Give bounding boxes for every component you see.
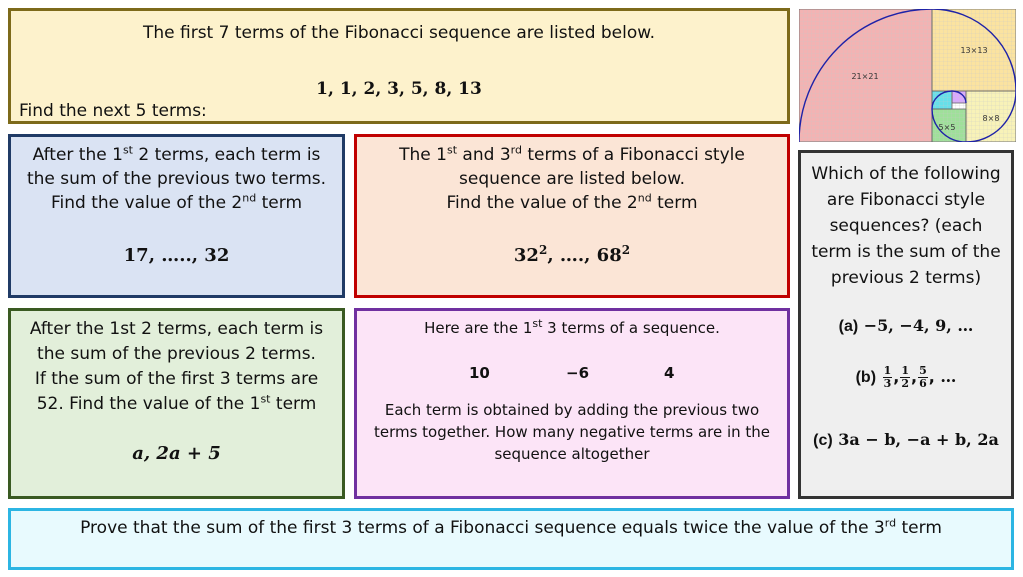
- fibonacci-spiral-image: [799, 9, 1016, 142]
- option-a: (a) −5, −4, 9, …: [838, 316, 974, 335]
- algebra-expression: a, 2a + 5: [132, 443, 221, 464]
- option-c: (c) 3a − b, −a + b, 2a: [813, 430, 999, 449]
- proof-question-box: Prove that the sum of the first 3 terms of a Fibonacci sequence equals twice the value of the 3rd term: [8, 508, 1014, 570]
- negative-terms-box: Here are the 1st 3 terms of a sequence. 10 −6 4 Each term is obtained by adding the previous two terms together. How many negative terms are in the sequence altogether: [354, 308, 790, 499]
- algebraic-first-term-box: After the 1st 2 terms, each term is the sum of the previous 2 terms. If the sum of the first 3 terms are 52. Find the value of the 1st term a, 2a + 5: [8, 308, 345, 499]
- fibonacci-terms-question-box: [8, 8, 790, 124]
- question-text: The first 7 terms of the Fibonacci sequence are listed below.: [142, 23, 656, 43]
- option-b: (b) $\frac{1}{3}$ , $\frac{1}{2}$ , $\frac{5}{6}$ , …: [855, 364, 957, 390]
- sequence-expression: 17, ….., 32: [123, 245, 230, 266]
- label-5: 5×5: [938, 123, 956, 132]
- which-are-fibonacci-box: Which of the following are Fibonacci style sequences? (each term is the sum of the previous 2 terms) (a) −5, −4, 9, … (b) $\frac{1}{3}$ , $\frac{1}{2}$ , $\frac{5}{6}$ , … (c) 3a − b, −a + b, 2a: [798, 150, 1014, 499]
- label-8: 8×8: [982, 114, 1000, 123]
- label-13: 13×13: [960, 46, 988, 55]
- instruction-text: Find the next 5 terms:: [19, 101, 207, 121]
- label-21: 21×21: [851, 72, 879, 81]
- missing-second-term-box: After the 1st 2 terms, each term is the sum of the previous two terms. Find the value of the 2nd term 17, ….., 32: [8, 134, 345, 298]
- sequence-expression: $32^2$, …., $68^2$: [513, 243, 631, 266]
- squares-sequence-box: The 1st and 3rd terms of a Fibonacci style sequence are listed below. Find the value of the 2nd term $32^2$, …., $68^2$: [354, 134, 790, 298]
- sequence-terms: 1, 1, 2, 3, 5, 8, 13: [316, 79, 482, 99]
